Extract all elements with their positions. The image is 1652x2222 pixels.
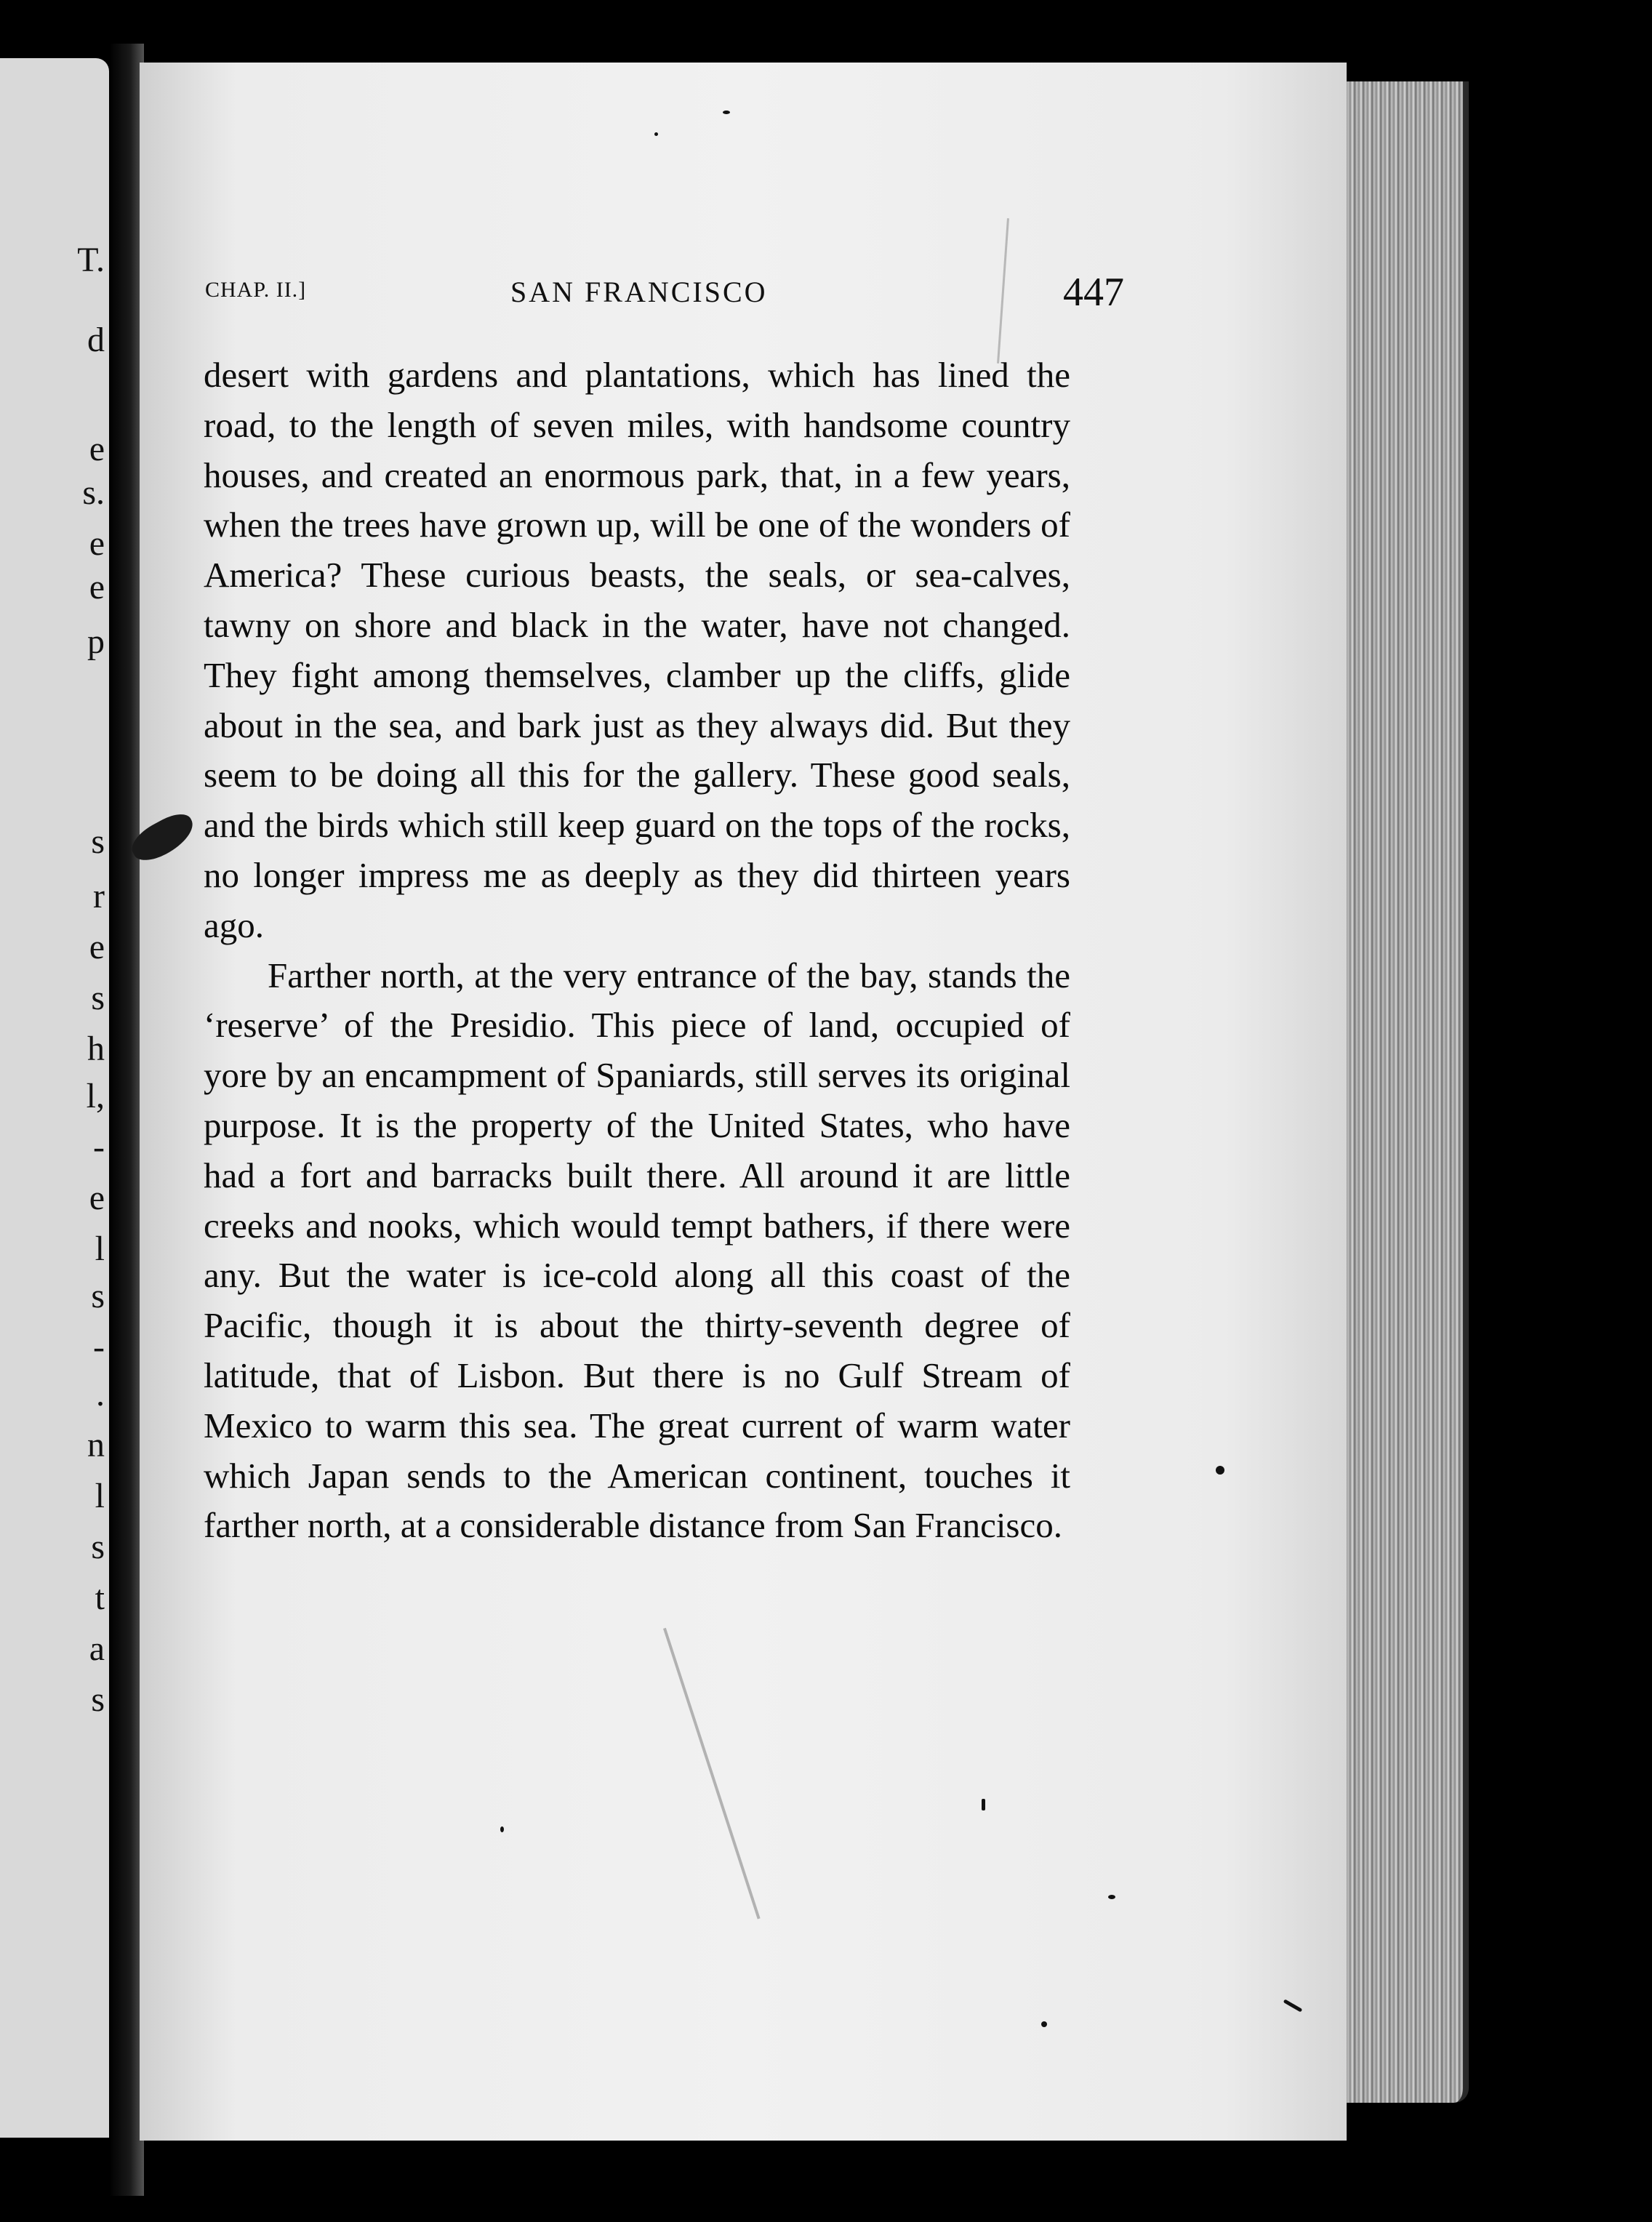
left-page-fragment: s — [91, 1680, 105, 1719]
left-page-fragment: s — [91, 1277, 105, 1315]
page-stack-edges — [1339, 81, 1469, 2103]
left-page-fragment: n — [87, 1426, 105, 1464]
paragraph: Farther north, at the very entrance of the bay, stands the ‘reserve’ of the Presidio. This piece of land, occupied of yore by an encampment of Spaniards, still serves its original purpose. It is the property of the United States, who have had a fort and barracks built there. All around it are little creeks and nooks, which would tempt bathers, if there were any. But the water is ice-cold along all this coast of the Pacific, though it is about the thirty-seventh degree of latitude, that of Lisbon. But there is no Gulf Stream of Mexico to warm this sea. The great current of warm water which Japan sends to the American continent, touches it farther north, at a considerable distance from San Francisco. — [204, 955, 1070, 1546]
running-head — [205, 270, 1124, 318]
scan-speck — [500, 1826, 504, 1832]
left-page-edge — [0, 58, 109, 2138]
running-title: SAN FRANCISCO — [510, 276, 768, 308]
left-page-fragment: l — [95, 1230, 105, 1268]
book-gutter — [109, 44, 144, 2196]
scan-speck — [1108, 1895, 1115, 1899]
left-page-fragment: r — [93, 877, 105, 915]
left-page-fragment: e — [89, 568, 105, 606]
left-page-fragment: s. — [82, 473, 105, 512]
left-page-fragment: h — [87, 1030, 105, 1068]
left-page-fragment: s — [91, 1528, 105, 1566]
left-page-fragment: e — [89, 928, 105, 966]
left-page-fragment: a — [89, 1629, 105, 1668]
left-page-fragment: s — [91, 822, 105, 861]
left-page-fragment: e — [89, 524, 105, 563]
left-page-fragment: p — [87, 622, 105, 661]
page-body — [204, 350, 1070, 1551]
page-number: 447 — [1063, 270, 1124, 315]
left-page-fragment: e — [89, 430, 105, 468]
left-page-fragment: d — [87, 321, 105, 359]
left-page-text-fragments — [0, 58, 109, 2138]
left-page-fragment: l, — [86, 1077, 105, 1115]
scan-speck — [982, 1799, 985, 1810]
left-page-fragment: l — [95, 1477, 105, 1515]
left-page-fragment: . — [96, 1375, 105, 1413]
scan-speck — [1041, 2021, 1047, 2027]
left-page-fragment: s — [91, 979, 105, 1017]
left-page-fragment: - — [93, 1128, 105, 1166]
chapter-reference: CHAP. II.] — [205, 278, 307, 302]
left-page-fragment: e — [89, 1179, 105, 1217]
scan-speck — [1216, 1466, 1224, 1475]
left-page-fragment: - — [93, 1328, 105, 1366]
paragraph: desert with gardens and plantations, which has lined the road, to the length of seven miles, with handsome country houses, and created an enormous park, that, in a few years, when the trees have grown up, will be one of the wonders of America? These curious beasts, the seals, or sea-calves, tawny on shore and black in the water, have not changed. They fight among themselves, clamber up the cliffs, glide about in the sea, and bark just as they always did. But they seem to be doing all this for the gallery. These good seals, and the birds which still keep guard on the tops of the rocks, no longer impress me as deeply as they did thirteen years ago. — [204, 355, 1070, 945]
left-page-fragment: T. — [77, 241, 105, 279]
scan-speck — [654, 132, 658, 136]
scan-speck — [723, 111, 730, 114]
left-page-fragment: t — [95, 1579, 105, 1617]
